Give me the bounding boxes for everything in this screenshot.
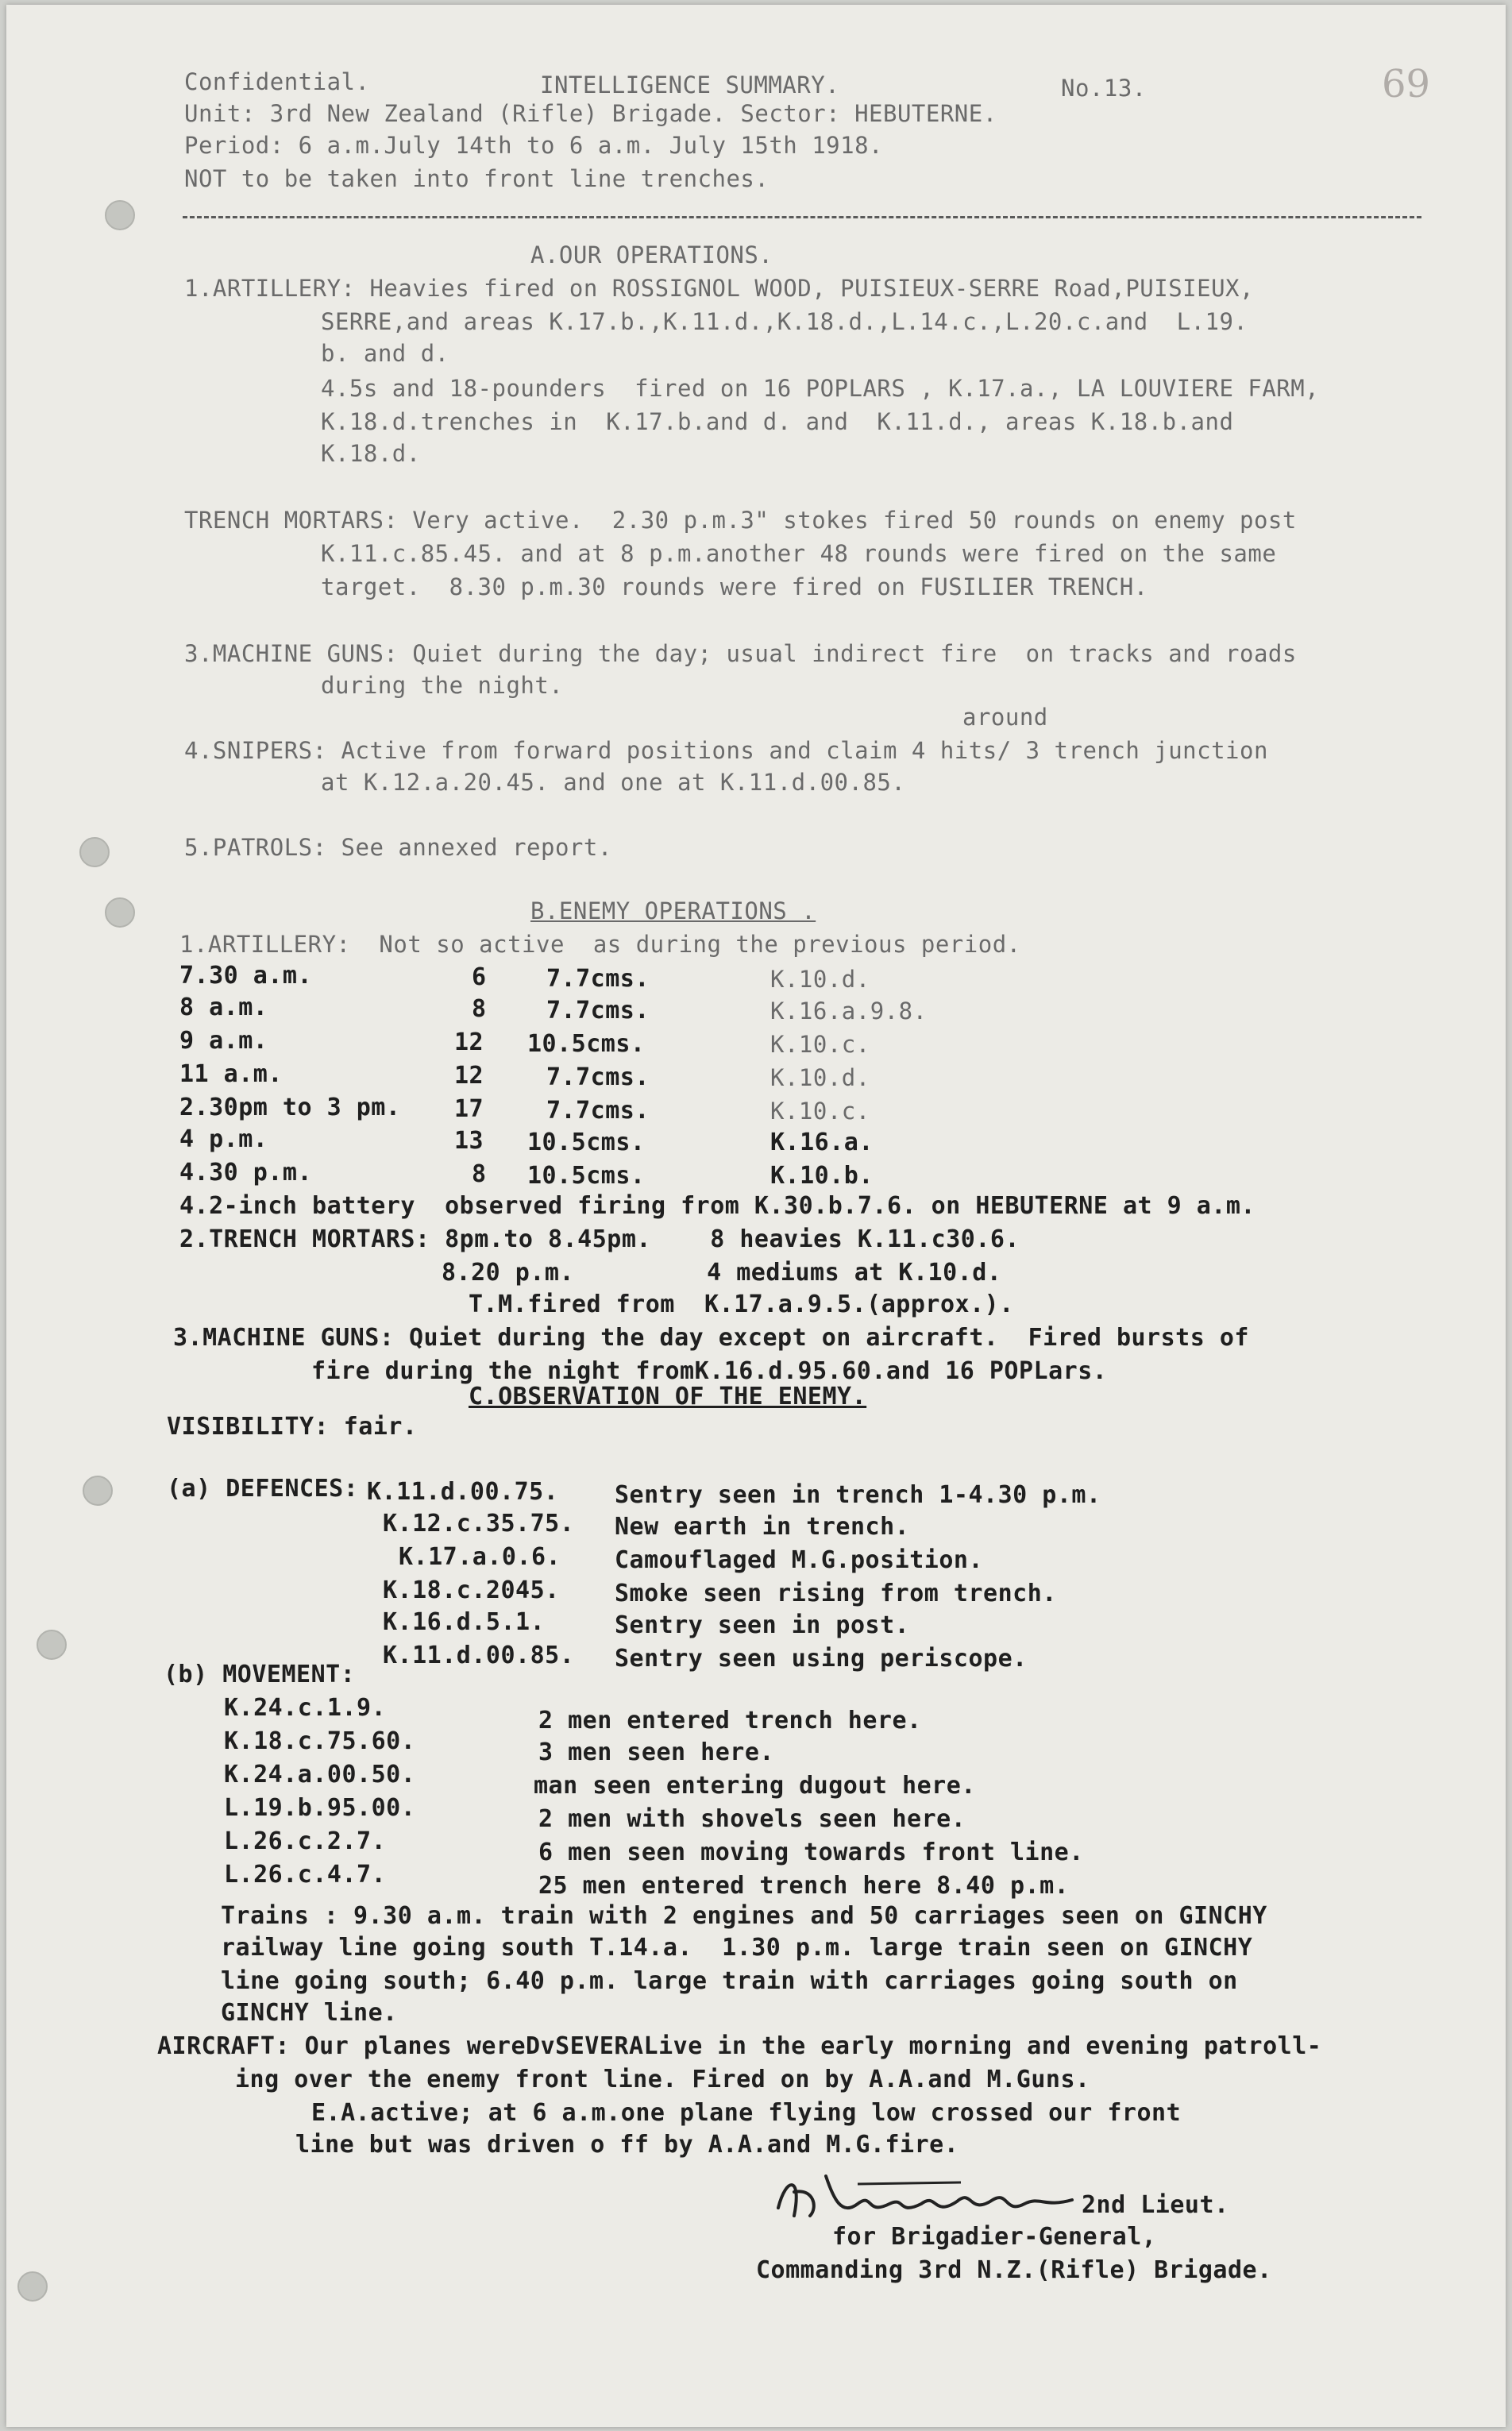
artillery-calibre: 7.7cms. [546, 997, 650, 1024]
defence-note: Smoke seen rising from trench. [615, 1580, 1057, 1607]
notice-line: NOT to be taken into front line trenches. [184, 165, 770, 192]
a-artillery-line: K.18.d.trenches in K.17.b.and d. and K.11.d., areas K.18.b.and [321, 408, 1234, 435]
artillery-target: K.10.c. [770, 1031, 870, 1058]
artillery-target: K.16.a.9.8. [770, 997, 928, 1024]
artillery-rounds: 8 [472, 1160, 487, 1188]
artillery-calibre: 10.5cms. [527, 1129, 646, 1156]
artillery-time: 9 a.m. [179, 1027, 268, 1055]
movement-note: 6 men seen moving towards front line. [538, 1839, 1084, 1866]
movement-ref: K.24.a.00.50. [224, 1761, 416, 1789]
c-aircraft-line: line but was driven o ff by A.A.and M.G.fire. [295, 2131, 959, 2159]
c-trains-line: line going south; 6.40 p.m. large train with carriages going south on [221, 1967, 1238, 1995]
artillery-calibre: 7.7cms. [546, 1063, 650, 1091]
movement-note: 2 men with shovels seen here. [538, 1805, 966, 1833]
punch-hole [79, 837, 110, 867]
period-line: Period: 6 a.m.July 14th to 6 a.m. July 15th 1918. [184, 132, 884, 159]
defence-note: Camouflaged M.G.position. [615, 1546, 984, 1574]
artillery-time: 2.30pm to 3 pm. [179, 1094, 401, 1121]
defence-ref: K.17.a.0.6. [399, 1543, 561, 1571]
artillery-calibre: 10.5cms. [527, 1030, 646, 1058]
movement-ref: L.19.b.95.00. [224, 1794, 416, 1822]
c-trains-line: Trains : 9.30 a.m. train with 2 engines and 50 carriages seen on GINCHY [221, 1902, 1267, 1930]
movement-note: 2 men entered trench here. [538, 1707, 922, 1734]
a-snipers-insertion: around [962, 704, 1048, 731]
c-movement-label: (b) MOVEMENT: [164, 1661, 356, 1688]
defence-note: Sentry seen in trench 1-4.30 p.m. [615, 1481, 1101, 1509]
page-number: 69 [1382, 62, 1431, 106]
movement-note: 3 men seen here. [538, 1738, 774, 1766]
b-trench-mortars-line: T.M.fired from K.17.a.9.5.(approx.). [469, 1291, 1014, 1318]
document-title: INTELLIGENCE SUMMARY. [540, 71, 840, 98]
artillery-time: 4.30 p.m. [179, 1159, 313, 1187]
b-battery-note: 4.2-inch battery observed firing from K.30.b.7.6. on HEBUTERNE at 9 a.m. [179, 1192, 1256, 1220]
punch-hole [37, 1630, 67, 1660]
a-artillery-line: K.18.d. [321, 440, 421, 467]
defence-ref: K.16.d.5.1. [383, 1608, 546, 1636]
c-aircraft-line: E.A.active; at 6 a.m.one plane flying low crossed our front [311, 2099, 1182, 2127]
a-artillery-line: b. and d. [321, 340, 449, 367]
section-a-heading: A.OUR OPERATIONS. [530, 241, 773, 268]
defence-ref: K.12.c.35.75. [383, 1510, 575, 1538]
a-patrols-line: 5.PATROLS: See annexed report. [184, 834, 612, 861]
document-number: No.13. [1061, 75, 1147, 102]
section-c-heading: C.OBSERVATION OF THE ENEMY. [469, 1383, 867, 1410]
movement-note: man seen entering dugout here. [534, 1772, 976, 1800]
defence-ref: K.11.d.00.85. [383, 1642, 575, 1669]
artillery-target: K.10.d. [770, 966, 870, 993]
artillery-rounds: 8 [472, 995, 487, 1023]
a-artillery-line: SERRE,and areas K.17.b.,K.11.d.,K.18.d.,L.14.c.,L.20.c.and L.19. [321, 308, 1248, 335]
artillery-time: 7.30 a.m. [179, 962, 313, 990]
punch-hole [83, 1476, 113, 1506]
unit-line: Unit: 3rd New Zealand (Rifle) Brigade. Sector: HEBUTERNE. [184, 100, 997, 127]
a-trench-mortars-line: K.11.c.85.45. and at 8 p.m.another 48 rounds were fired on the same [321, 540, 1277, 567]
c-visibility: VISIBILITY: fair. [167, 1413, 418, 1441]
signature-line: for Brigadier-General, [832, 2223, 1157, 2251]
movement-ref: L.26.c.2.7. [224, 1827, 387, 1855]
movement-ref: L.26.c.4.7. [224, 1861, 387, 1889]
punch-hole [17, 2271, 48, 2302]
b-trench-mortars-line: 2.TRENCH MORTARS: 8pm.to 8.45pm. 8 heavies K.11.c30.6. [179, 1225, 1020, 1253]
artillery-target: K.10.b. [770, 1162, 874, 1190]
artillery-calibre: 7.7cms. [546, 965, 650, 993]
artillery-time: 8 a.m. [179, 994, 268, 1021]
artillery-rounds: 12 [454, 1062, 484, 1090]
signature-line: Commanding 3rd N.Z.(Rifle) Brigade. [756, 2256, 1272, 2284]
punch-hole [105, 200, 135, 230]
b-trench-mortars-line: 8.20 p.m. 4 mediums at K.10.d. [442, 1259, 1002, 1287]
artillery-target: K.10.c. [770, 1098, 870, 1125]
a-artillery-line: 1.ARTILLERY: Heavies fired on ROSSIGNOL WOOD, PUISIEUX-SERRE Road,PUISIEUX, [184, 275, 1254, 302]
movement-ref: K.18.c.75.60. [224, 1727, 416, 1755]
a-trench-mortars-line: target. 8.30 p.m.30 rounds were fired on FUSILIER TRENCH. [321, 573, 1148, 600]
defence-note: Sentry seen using periscope. [615, 1645, 1028, 1673]
c-aircraft-line: ing over the enemy front line. Fired on by A.A.and M.Guns. [235, 2066, 1090, 2093]
artillery-time: 11 a.m. [179, 1060, 283, 1088]
c-trains-line: GINCHY line. [221, 1999, 398, 2027]
a-machine-guns-line: 3.MACHINE GUNS: Quiet during the day; usual indirect fire on tracks and roads [184, 640, 1297, 667]
artillery-rounds: 12 [454, 1028, 484, 1056]
defence-note: New earth in trench. [615, 1513, 910, 1541]
movement-ref: K.24.c.1.9. [224, 1694, 387, 1722]
a-snipers-line: 4.SNIPERS: Active from forward positions and claim 4 hits/ 3 trench junction [184, 737, 1268, 764]
defence-ref: K.11.d.00.75. [367, 1478, 559, 1506]
b-machine-guns-line: 3.MACHINE GUNS: Quiet during the day except on aircraft. Fired bursts of [173, 1324, 1249, 1352]
artillery-rounds: 6 [472, 963, 487, 991]
defence-note: Sentry seen in post. [615, 1611, 910, 1639]
classification: Confidential. [184, 68, 370, 95]
artillery-calibre: 10.5cms. [527, 1162, 646, 1190]
c-aircraft-line: AIRCRAFT: Our planes wereDvSEVERALive in the early morning and evening patroll- [157, 2032, 1322, 2060]
artillery-calibre: 7.7cms. [546, 1097, 650, 1125]
c-trains-line: railway line going south T.14.a. 1.30 p.m. large train seen on GINCHY [221, 1934, 1253, 1962]
defence-ref: K.18.c.2045. [383, 1576, 560, 1604]
a-machine-guns-line: during the night. [321, 672, 564, 699]
a-snipers-line: at K.12.a.20.45. and one at K.11.d.00.85. [321, 769, 906, 796]
c-defences-label: (a) DEFENCES: [167, 1475, 359, 1503]
signature-rank: 2nd Lieut. [1082, 2191, 1229, 2219]
artillery-time: 4 p.m. [179, 1125, 268, 1153]
handwritten-signature [770, 2160, 1104, 2232]
punch-hole [105, 897, 135, 928]
artillery-target: K.16.a. [770, 1129, 874, 1156]
artillery-target: K.10.d. [770, 1064, 870, 1091]
b-artillery-intro: 1.ARTILLERY: Not so active as during the previous period. [179, 931, 1021, 958]
artillery-rounds: 13 [454, 1127, 484, 1155]
movement-note: 25 men entered trench here 8.40 p.m. [538, 1872, 1070, 1900]
section-b-heading: B.ENEMY OPERATIONS . [530, 897, 816, 924]
artillery-rounds: 17 [454, 1095, 484, 1123]
a-trench-mortars-line: TRENCH MORTARS: Very active. 2.30 p.m.3" stokes fired 50 rounds on enemy post [184, 507, 1297, 534]
b-machine-guns-line: fire during the night fromK.16.d.95.60.and 16 POPLars. [311, 1357, 1108, 1385]
header-divider [183, 216, 1421, 218]
a-artillery-line: 4.5s and 18-pounders fired on 16 POPLARS , K.17.a., LA LOUVIERE FARM, [321, 375, 1320, 402]
